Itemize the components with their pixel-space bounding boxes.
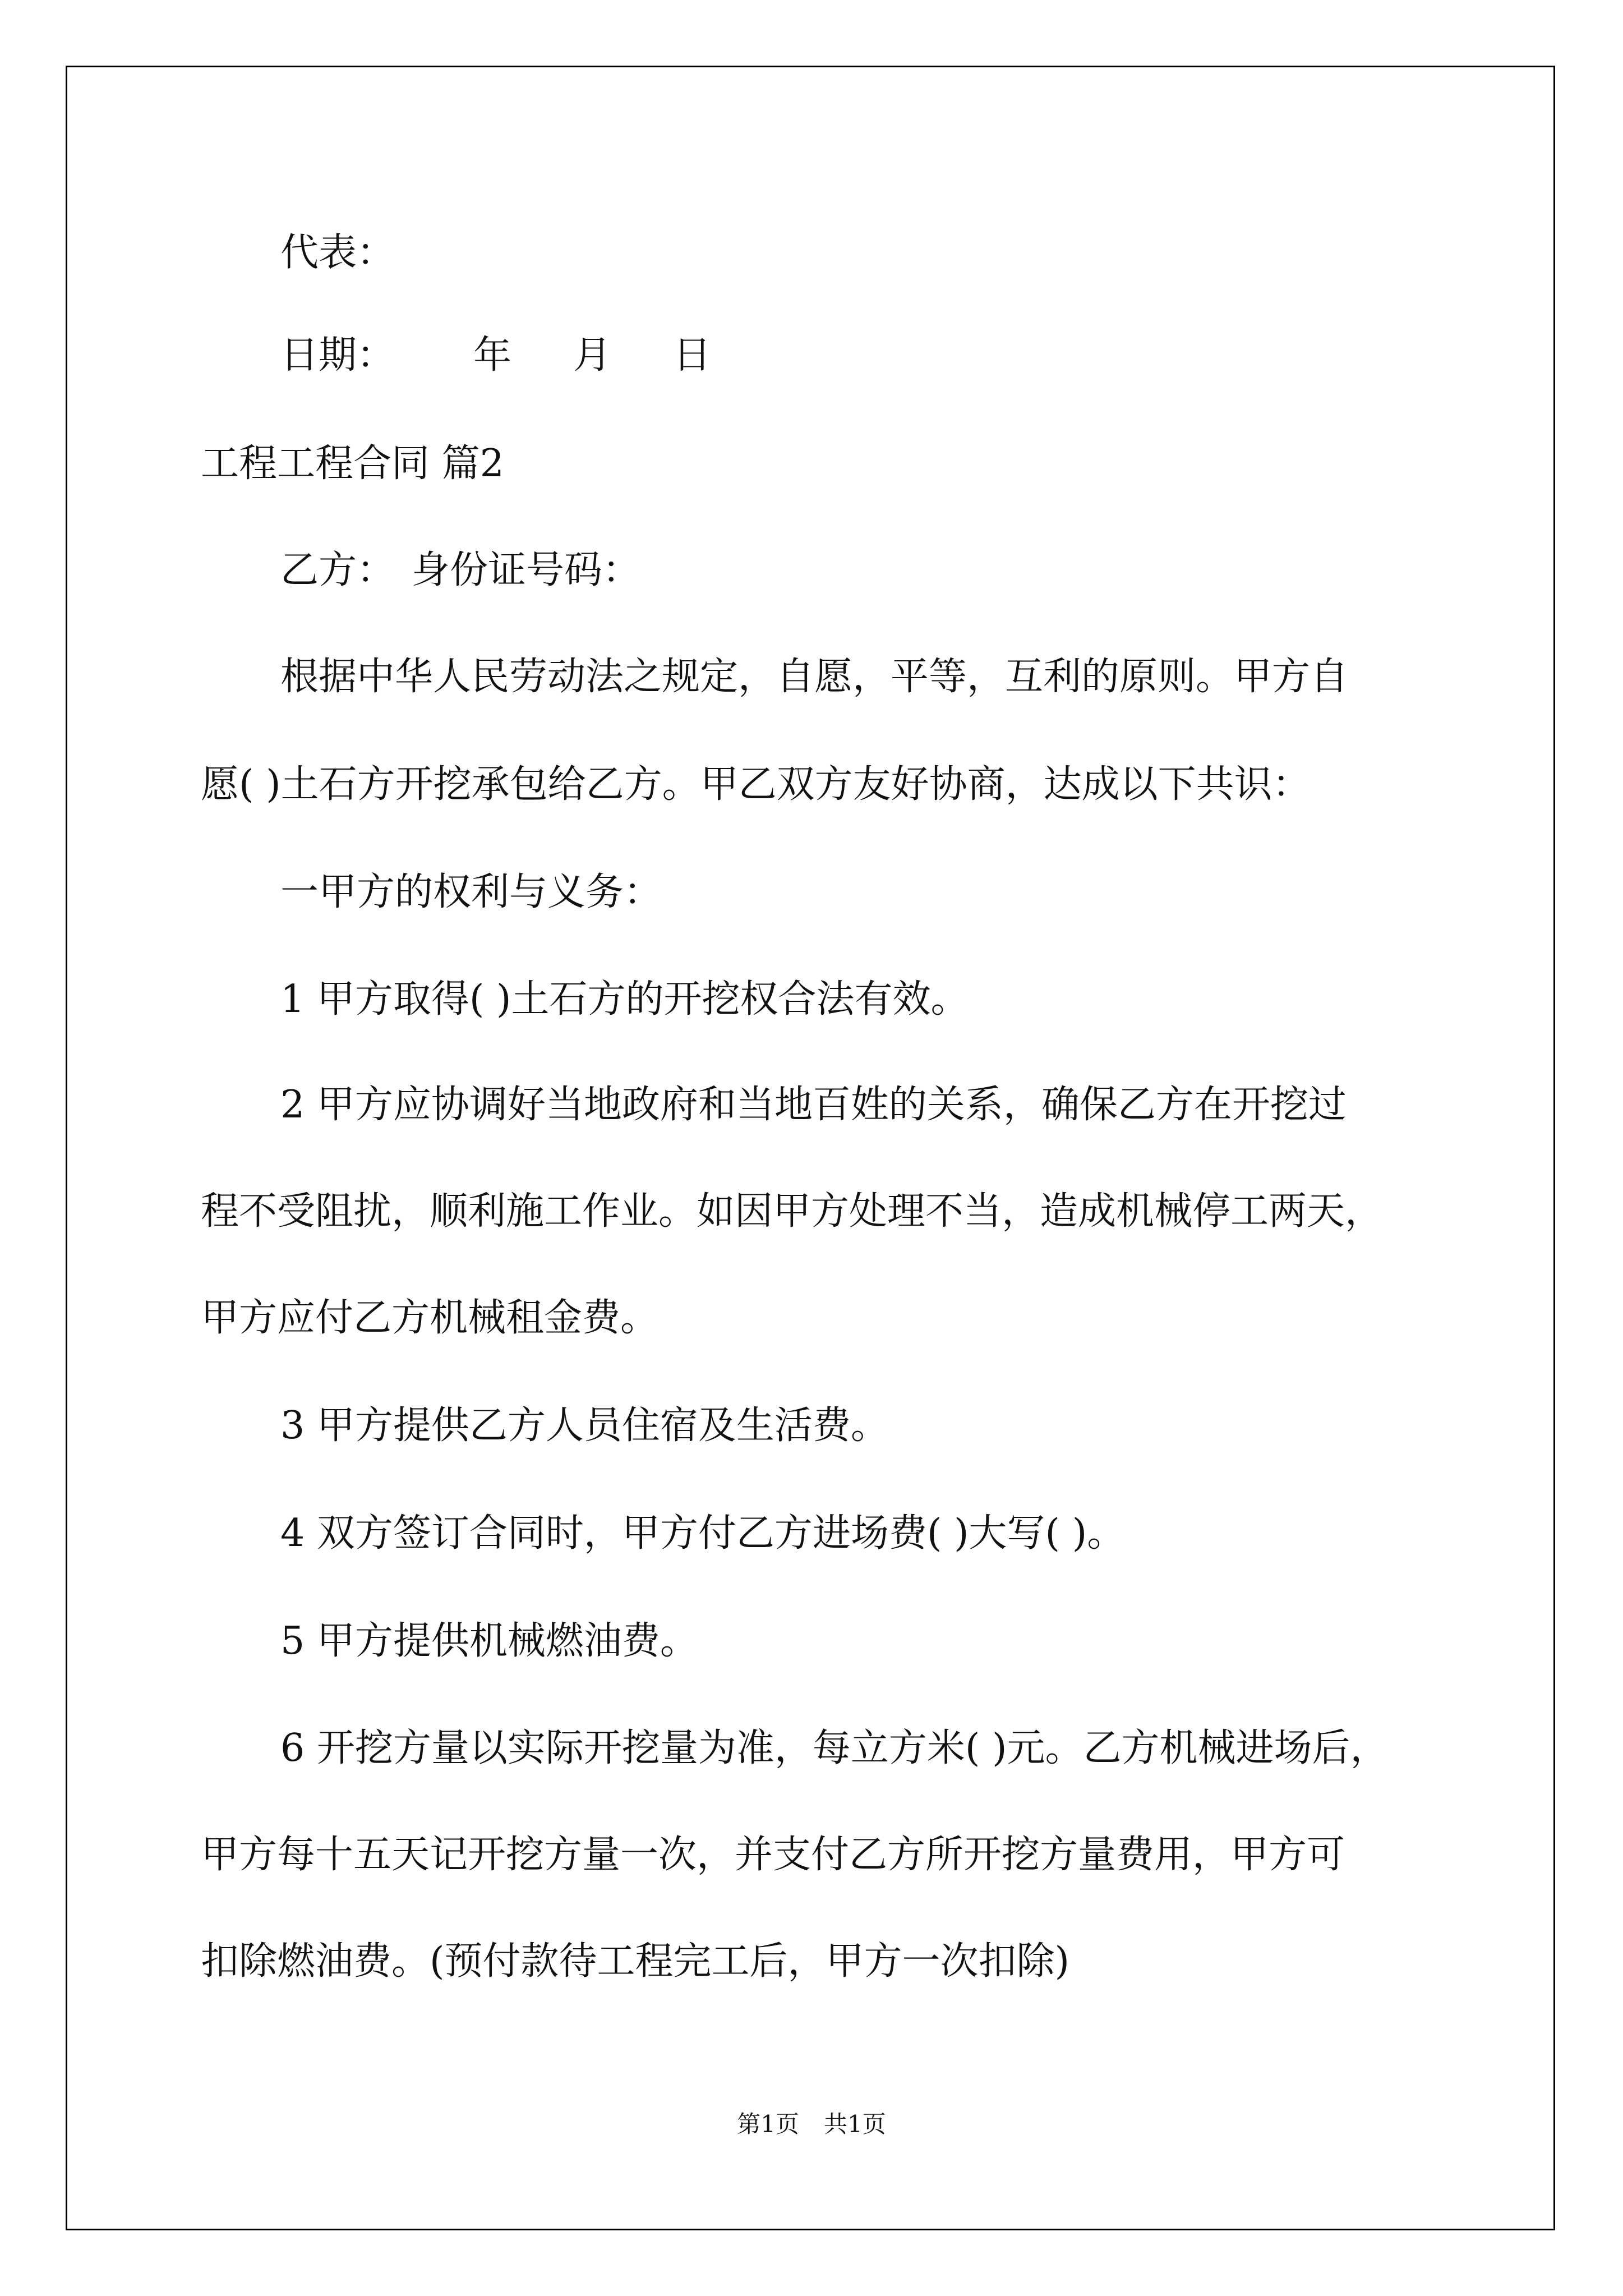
subsection-heading: 一甲方的权利与义务： [280, 870, 662, 914]
page-border [66, 66, 1555, 2230]
clause-2: 2 甲方应协调好当地政府和当地百姓的关系，确保乙方在开挖过 [280, 1083, 1347, 1127]
id-number-label: 身份证号码： [412, 548, 641, 592]
clause-2-continued: 程不受阻扰，顺利施工作业。如因甲方处理不当，造成机械停工两天， [201, 1189, 1384, 1234]
representative-label: 代表： [280, 231, 395, 275]
date-line [280, 333, 712, 378]
clause-2-continued: 甲方应付乙方机械租金费。 [201, 1296, 659, 1340]
paragraph-line: 根据中华人民劳动法之规定，自愿，平等，互利的原则。甲方自 [280, 655, 1349, 699]
total-pages: 共1页 [824, 2110, 886, 2138]
clause-5: 5 甲方提供机械燃油费。 [280, 1619, 698, 1663]
page-footer [0, 2110, 1623, 2138]
paragraph-line: 愿( )土石方开挖承包给乙方。甲乙双方友好协商，达成以下共识： [201, 762, 1311, 807]
date-month: 月 [573, 333, 612, 378]
party-b-line [280, 548, 641, 592]
clause-1: 1 甲方取得( )土石方的开挖权合法有效。 [280, 977, 969, 1022]
clause-3: 3 甲方提供乙方人员住宿及生活费。 [280, 1404, 889, 1448]
representative-line [280, 231, 395, 275]
clause-6-continued: 扣除燃油费。(预付款待工程完工后，甲方一次扣除) [201, 1939, 1070, 1984]
date-year: 年 [473, 333, 512, 378]
date-day: 日 [673, 333, 712, 378]
date-label: 日期： [280, 333, 395, 378]
party-b-label: 乙方： [280, 548, 395, 592]
clause-6-continued: 甲方每十五天记开挖方量一次，并支付乙方所开挖方量费用，甲方可 [201, 1833, 1345, 1877]
section-heading: 工程工程合同 篇2 [201, 441, 504, 486]
clause-4: 4 双方签订合同时，甲方付乙方进场费( )大写( )。 [280, 1511, 1126, 1556]
clause-6: 6 开挖方量以实际开挖量为准，每立方米( )元。乙方机械进场后， [280, 1726, 1389, 1770]
page-number: 第1页 [737, 2110, 799, 2138]
